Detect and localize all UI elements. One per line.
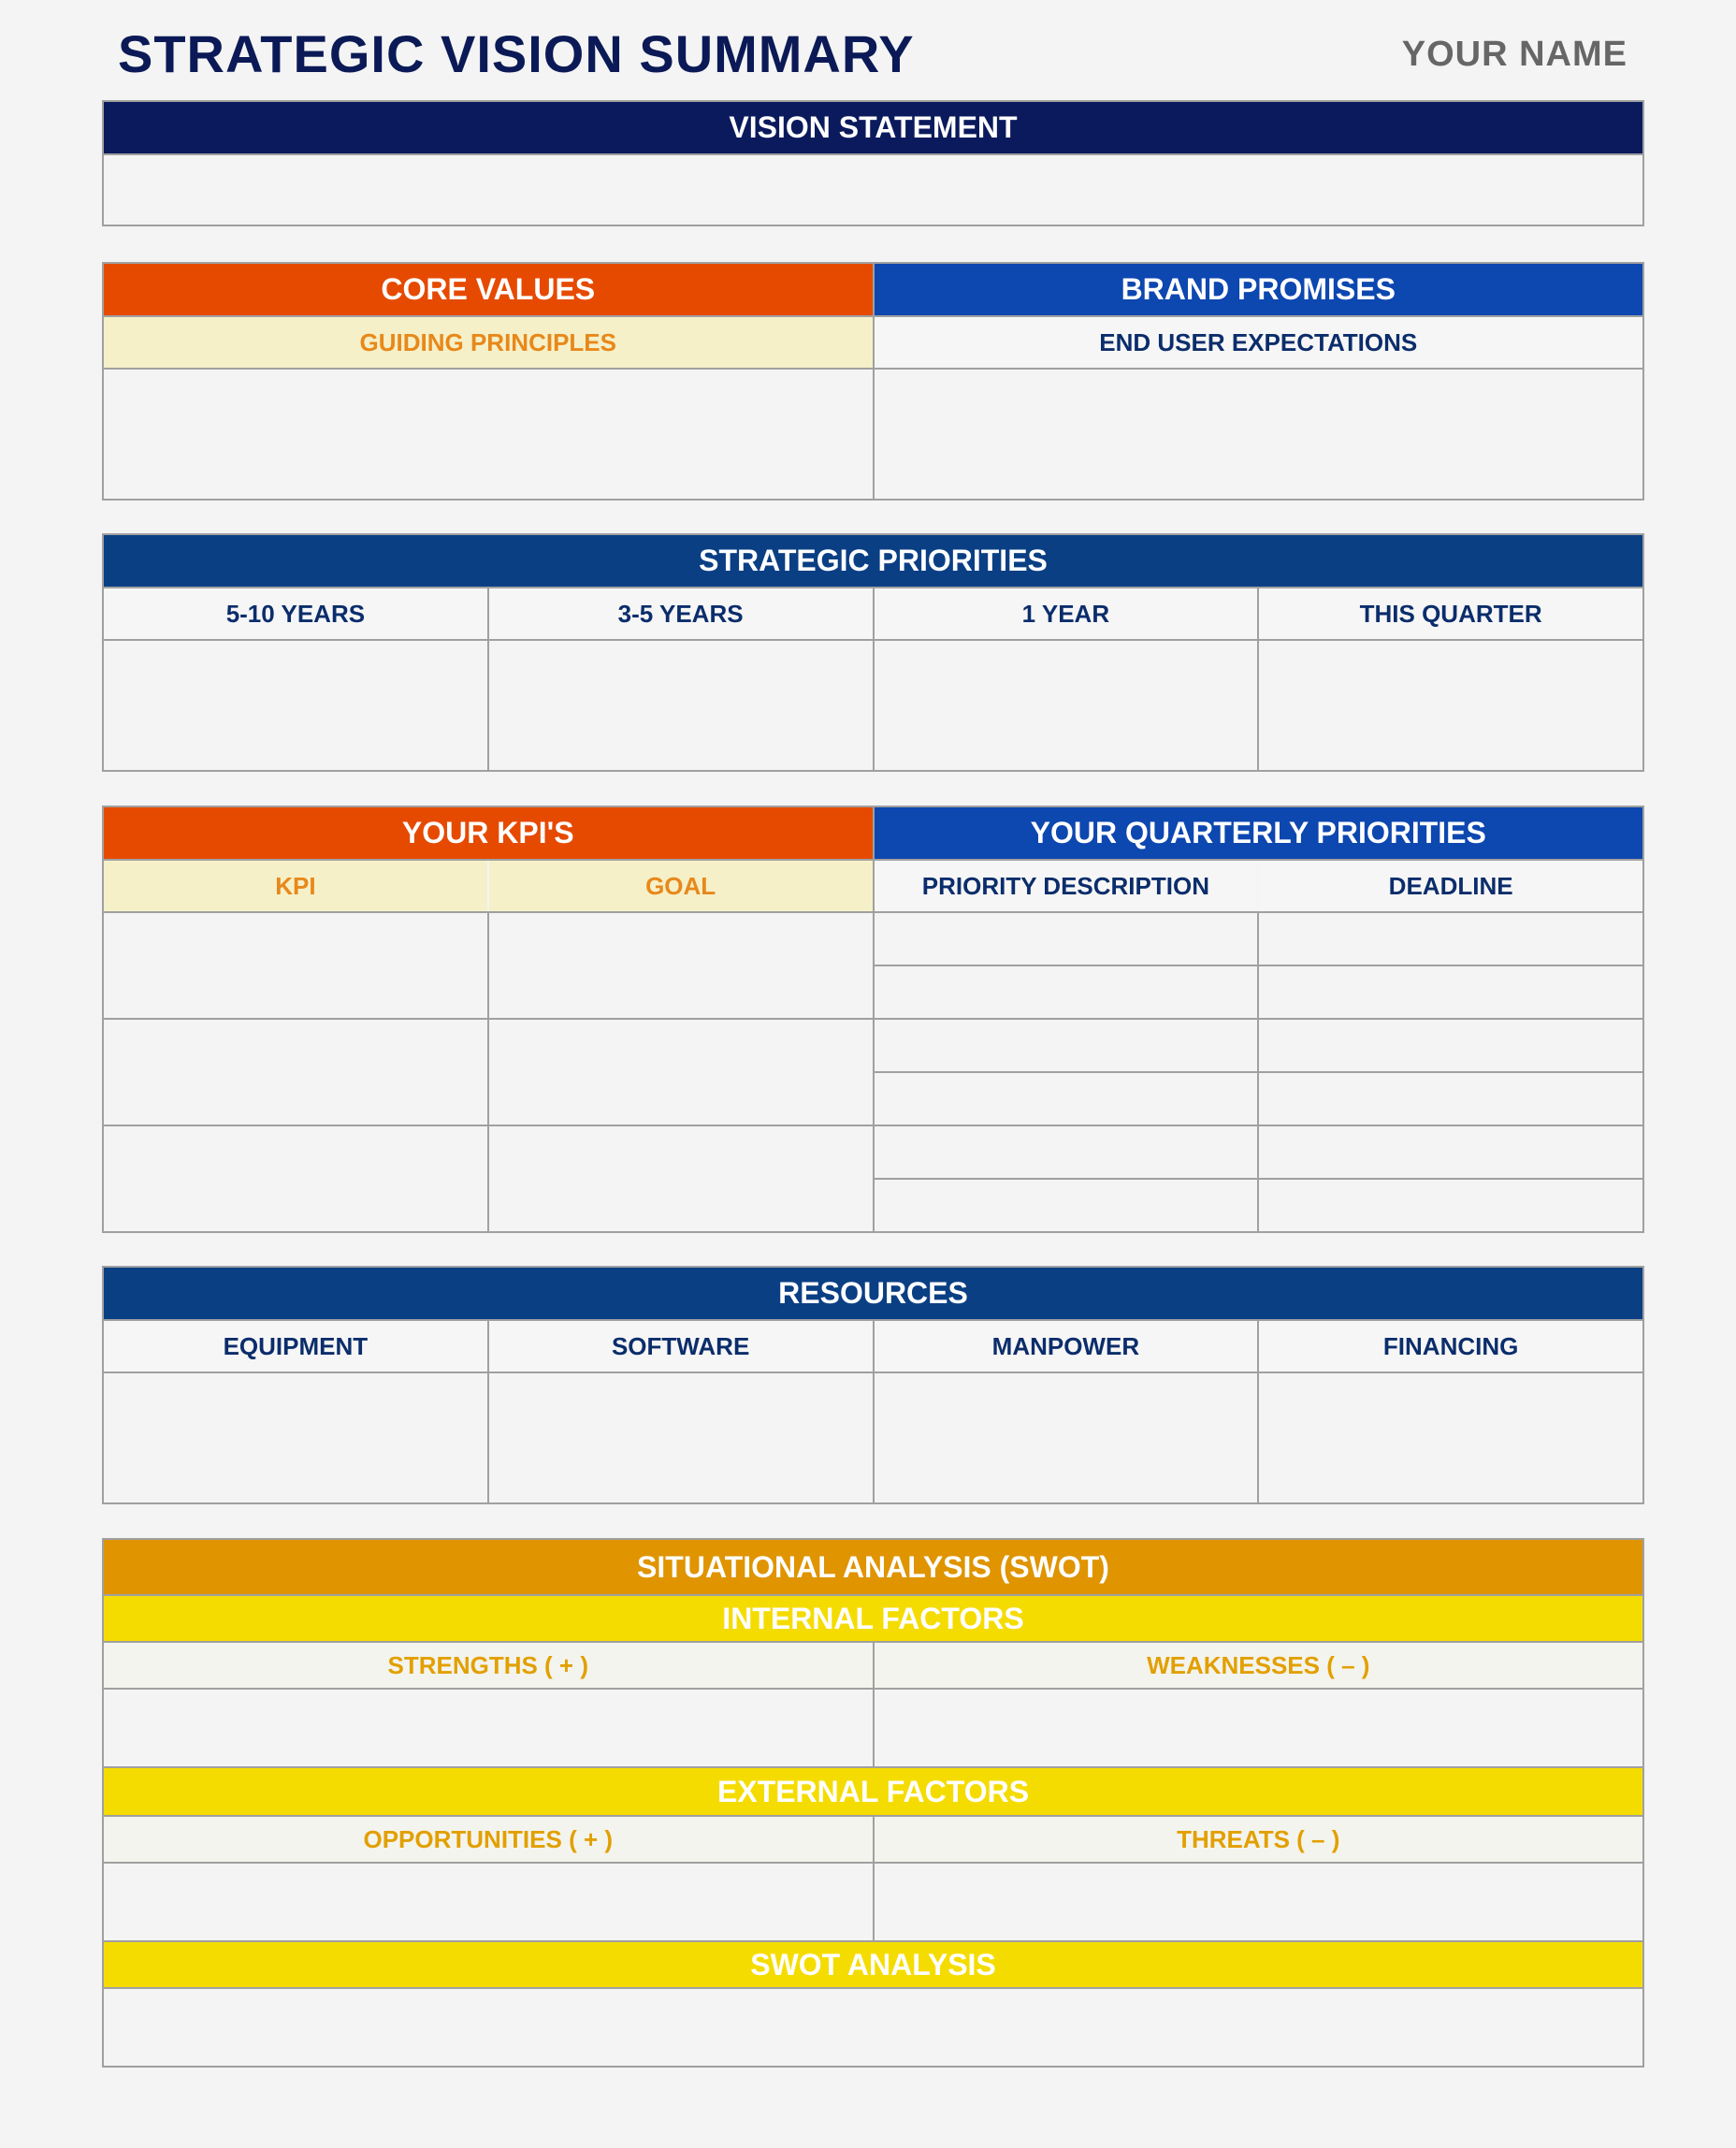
guiding-principles-input[interactable]: [103, 369, 874, 500]
values-brand-table: [102, 262, 1644, 501]
kpi-input[interactable]: [103, 1125, 488, 1232]
resource-input-financing[interactable]: [1258, 1372, 1643, 1503]
resource-input-manpower[interactable]: [874, 1372, 1259, 1503]
resource-input-equipment[interactable]: [103, 1372, 488, 1503]
priority-input-1-year[interactable]: [874, 640, 1259, 771]
resource-input-software[interactable]: [488, 1372, 874, 1503]
swot-header: SITUATIONAL ANALYSIS (SWOT): [103, 1539, 1643, 1595]
threats-input[interactable]: [874, 1863, 1644, 1941]
priority-col-3-5-years: 3-5 YEARS: [488, 588, 874, 640]
your-name-field[interactable]: YOUR NAME: [1401, 35, 1628, 74]
goal-input[interactable]: [488, 912, 874, 1019]
kpi-label: KPI: [103, 860, 488, 912]
resources-header: RESOURCES: [103, 1267, 1643, 1320]
threats-label: THREATS ( – ): [874, 1816, 1644, 1863]
external-factors-header: EXTERNAL FACTORS: [103, 1767, 1643, 1816]
opportunities-label: OPPORTUNITIES ( + ): [103, 1816, 874, 1863]
opportunities-input[interactable]: [103, 1863, 874, 1941]
strategic-priorities-table: [102, 533, 1644, 772]
priority-description-input[interactable]: [874, 912, 1259, 965]
priority-col-1-year: 1 YEAR: [874, 588, 1259, 640]
goal-input[interactable]: [488, 1125, 874, 1232]
resources-table: [102, 1266, 1644, 1504]
strategic-priorities-header: STRATEGIC PRIORITIES: [103, 534, 1643, 588]
weaknesses-input[interactable]: [874, 1689, 1644, 1767]
deadline-input[interactable]: [1258, 1179, 1643, 1232]
swot-table: [102, 1538, 1644, 2068]
goal-input[interactable]: [488, 1019, 874, 1125]
internal-factors-header: INTERNAL FACTORS: [103, 1595, 1643, 1642]
resource-col-financing: FINANCING: [1258, 1320, 1643, 1372]
guiding-principles-label: GUIDING PRINCIPLES: [103, 316, 874, 369]
priority-description-input[interactable]: [874, 1072, 1259, 1125]
end-user-expectations-label: END USER EXPECTATIONS: [874, 316, 1644, 369]
deadline-input[interactable]: [1258, 965, 1643, 1019]
deadline-label: DEADLINE: [1258, 860, 1643, 912]
priority-input-3-5-years[interactable]: [488, 640, 874, 771]
resource-col-equipment: EQUIPMENT: [103, 1320, 488, 1372]
priority-col-5-10-years: 5-10 YEARS: [103, 588, 488, 640]
deadline-input[interactable]: [1258, 1019, 1643, 1072]
resource-col-manpower: MANPOWER: [874, 1320, 1259, 1372]
strengths-label: STRENGTHS ( + ): [103, 1642, 874, 1689]
resource-col-software: SOFTWARE: [488, 1320, 874, 1372]
quarterly-priorities-header: YOUR QUARTERLY PRIORITIES: [874, 806, 1644, 860]
brand-promises-header: BRAND PROMISES: [874, 263, 1644, 316]
priority-col-this-quarter: THIS QUARTER: [1258, 588, 1643, 640]
core-values-header: CORE VALUES: [103, 263, 874, 316]
vision-statement-input[interactable]: [103, 154, 1643, 225]
priority-description-input[interactable]: [874, 965, 1259, 1019]
priority-description-input[interactable]: [874, 1019, 1259, 1072]
priority-input-5-10-years[interactable]: [103, 640, 488, 771]
priority-description-input[interactable]: [874, 1125, 1259, 1179]
swot-analysis-input[interactable]: [103, 1988, 1643, 2067]
kpi-input[interactable]: [103, 912, 488, 1019]
vision-statement-table: [102, 100, 1644, 226]
priority-description-input[interactable]: [874, 1179, 1259, 1232]
vision-statement-header: VISION STATEMENT: [103, 101, 1643, 154]
end-user-expectations-input[interactable]: [874, 369, 1644, 500]
priority-description-label: PRIORITY DESCRIPTION: [874, 860, 1259, 912]
deadline-input[interactable]: [1258, 912, 1643, 965]
priority-input-this-quarter[interactable]: [1258, 640, 1643, 771]
deadline-input[interactable]: [1258, 1072, 1643, 1125]
your-kpis-header: YOUR KPI'S: [103, 806, 874, 860]
strengths-input[interactable]: [103, 1689, 874, 1767]
deadline-input[interactable]: [1258, 1125, 1643, 1179]
goal-label: GOAL: [488, 860, 874, 912]
weaknesses-label: WEAKNESSES ( – ): [874, 1642, 1644, 1689]
kpi-input[interactable]: [103, 1019, 488, 1125]
kpi-quarterly-table: [102, 806, 1644, 1233]
swot-analysis-header: SWOT ANALYSIS: [103, 1941, 1643, 1988]
page-title: STRATEGIC VISION SUMMARY: [118, 24, 915, 83]
